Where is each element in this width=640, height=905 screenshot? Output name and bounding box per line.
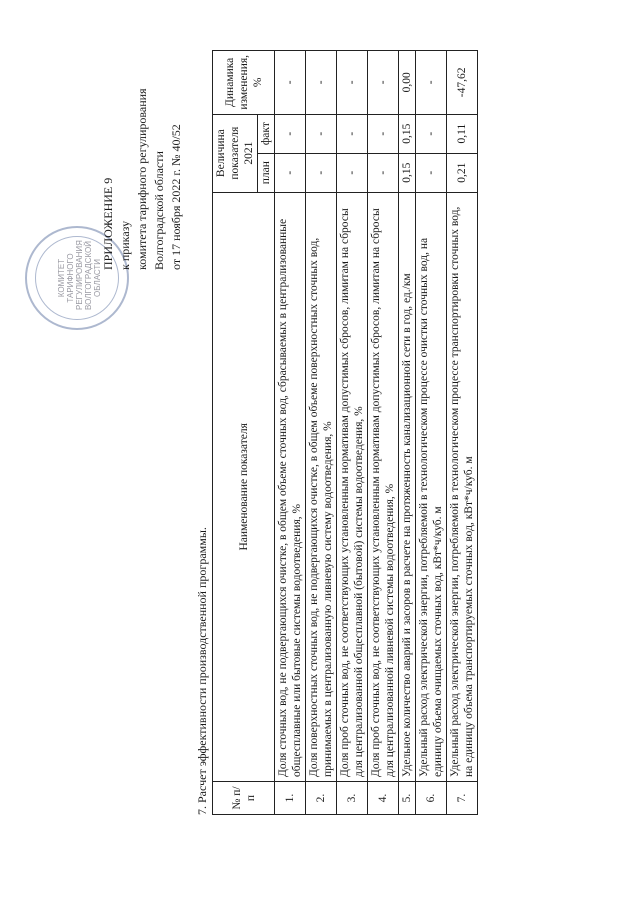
row-plan: - <box>306 153 337 192</box>
row-dynamics: - <box>368 51 399 115</box>
row-num: 5. <box>399 782 416 815</box>
row-name: Доля сточных вод, не подвергающихся очистке, в общем объеме сточных вод, сбрасываемых в централизованные общесплавные или бытовые системы водоотведения, % <box>275 192 306 781</box>
table-row <box>447 51 478 815</box>
row-num: 3. <box>337 782 368 815</box>
row-num: 4. <box>368 782 399 815</box>
row-fact: - <box>416 114 447 153</box>
row-plan: - <box>416 153 447 192</box>
row-fact: - <box>337 114 368 153</box>
appendix-line-2: комитета тарифного регулирования <box>135 88 149 270</box>
table-row <box>306 51 337 815</box>
row-plan: 0,15 <box>399 153 416 192</box>
table-row <box>275 51 306 815</box>
header-fact: факт <box>258 114 275 153</box>
row-plan: - <box>368 153 399 192</box>
row-dynamics: - <box>306 51 337 115</box>
appendix-line-4: от 17 ноября 2022 г. № 40/52 <box>169 124 183 270</box>
header-value-group: Величина показателя 2021 <box>213 114 258 192</box>
official-seal: КОМИТЕТ ТАРИФНОГО РЕГУЛИРОВАНИЯ ВОЛГОГРАДСКОЙ ОБЛАСТИ <box>25 226 129 330</box>
row-name: Доля проб сточных вод, не соответствующих установленным нормативам допустимых сбросов, лимитам на сбросы для централизованной общесплавной (бытовой) системы водоотведения, % <box>337 192 368 781</box>
row-name: Удельный расход электрической энергии, потребляемой в технологическом процессе очистки сточных вод, на единицу объема очищаемых сточных вод, кВт*ч/куб. м <box>416 192 447 781</box>
row-name: Удельное количество аварий и засоров в расчете на протяженность канализационной сети в год, ед./км <box>399 192 416 781</box>
row-num: 2. <box>306 782 337 815</box>
table-row <box>368 51 399 815</box>
row-dynamics: -47,62 <box>447 51 478 115</box>
section-title: 7. Расчет эффективности производственной программы. <box>195 527 209 815</box>
row-plan: - <box>275 153 306 192</box>
table-row <box>399 51 416 815</box>
row-dynamics: - <box>337 51 368 115</box>
header-dynamics: Динамика изменения, % <box>213 51 275 115</box>
appendix-line-3: Волгоградской области <box>152 151 166 270</box>
appendix-title: ПРИЛОЖЕНИЕ 9 <box>101 177 115 270</box>
row-num: 7. <box>447 782 478 815</box>
row-name: Доля поверхностных сточных вод, не подвергающихся очистке, в общем объеме поверхностных сточных вод, принимаемых в централизованную ливневую систему водоотведения, % <box>306 192 337 781</box>
appendix-line-1: к приказу <box>118 220 132 270</box>
row-name: Удельный расход электрической энергии, потребляемой в технологическом процессе транспортировки сточных вод, на единицу объема транспортируемых сточных вод, кВт*ч/куб. м <box>447 192 478 781</box>
table-row <box>416 51 447 815</box>
appendix-header <box>100 88 185 270</box>
row-plan: - <box>337 153 368 192</box>
row-name: Доля проб сточных вод, не соответствующих установленным нормативам допустимых сбросов, лимитам на сбросы для централизованной ливневой системы водоотведения, % <box>368 192 399 781</box>
row-fact: - <box>368 114 399 153</box>
header-name: Наименование показателя <box>213 192 275 781</box>
row-dynamics: - <box>416 51 447 115</box>
row-dynamics: 0,00 <box>399 51 416 115</box>
row-num: 6. <box>416 782 447 815</box>
row-dynamics: - <box>275 51 306 115</box>
header-plan: план <box>258 153 275 192</box>
table-row <box>337 51 368 815</box>
header-num: № п/п <box>213 782 275 815</box>
efficiency-table <box>212 50 478 815</box>
row-fact: - <box>275 114 306 153</box>
row-fact: - <box>306 114 337 153</box>
row-num: 1. <box>275 782 306 815</box>
row-fact: 0,11 <box>447 114 478 153</box>
row-plan: 0,21 <box>447 153 478 192</box>
row-fact: 0,15 <box>399 114 416 153</box>
